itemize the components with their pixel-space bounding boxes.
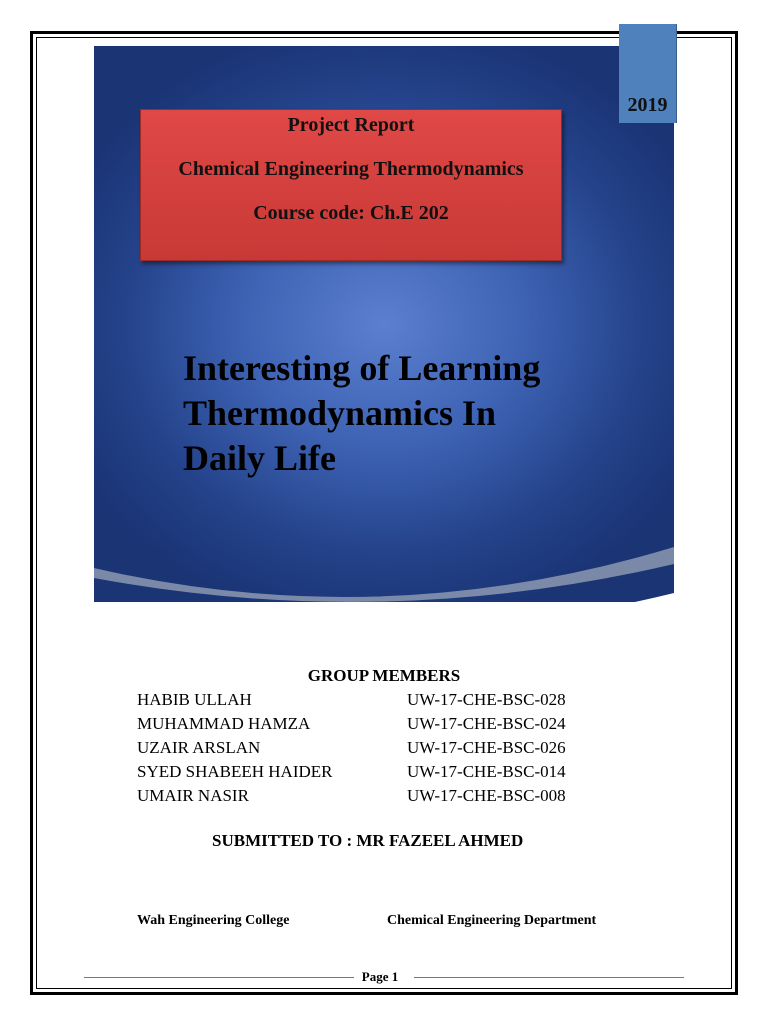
college-name: Wah Engineering College [137, 913, 290, 928]
year-label: 2019 [627, 94, 668, 116]
list-item [137, 688, 637, 712]
member-id: UW-17-CHE-BSC-028 [407, 690, 566, 709]
list-item [137, 760, 637, 784]
member-name: SYED SHABEEH HAIDER [137, 762, 333, 781]
report-type: Project Report [287, 114, 415, 136]
course-code: Course code: Ch.E 202 [253, 202, 449, 224]
cover-swoosh [94, 540, 674, 610]
submitted-to: SUBMITTED TO : MR FAZEEL AHMED [212, 831, 524, 850]
member-name: HABIB ULLAH [137, 690, 252, 709]
list-item [137, 736, 637, 760]
member-id: UW-17-CHE-BSC-024 [407, 714, 566, 733]
report-title-line: Thermodynamics In [183, 393, 497, 433]
list-item [137, 712, 637, 736]
member-id: UW-17-CHE-BSC-014 [407, 762, 566, 781]
report-title [183, 346, 623, 481]
footer-rule-left [84, 977, 354, 978]
member-name: UZAIR ARSLAN [137, 738, 261, 757]
member-name: MUHAMMAD HAMZA [137, 714, 311, 733]
course-name: Chemical Engineering Thermodynamics [178, 158, 524, 180]
report-title-line: Interesting of Learning [183, 348, 541, 388]
report-info-box [140, 109, 562, 261]
year-tab [619, 24, 677, 123]
group-members-heading: GROUP MEMBERS [307, 666, 461, 685]
department-name: Chemical Engineering Department [387, 913, 597, 928]
member-id: UW-17-CHE-BSC-008 [407, 786, 566, 805]
footer-rule-right [414, 977, 684, 978]
member-id: UW-17-CHE-BSC-026 [407, 738, 566, 757]
list-item [137, 784, 637, 808]
group-members-list [137, 688, 637, 808]
page-number: Page 1 [361, 969, 399, 984]
report-title-line: Daily Life [183, 438, 336, 478]
member-name: UMAIR NASIR [137, 786, 249, 805]
